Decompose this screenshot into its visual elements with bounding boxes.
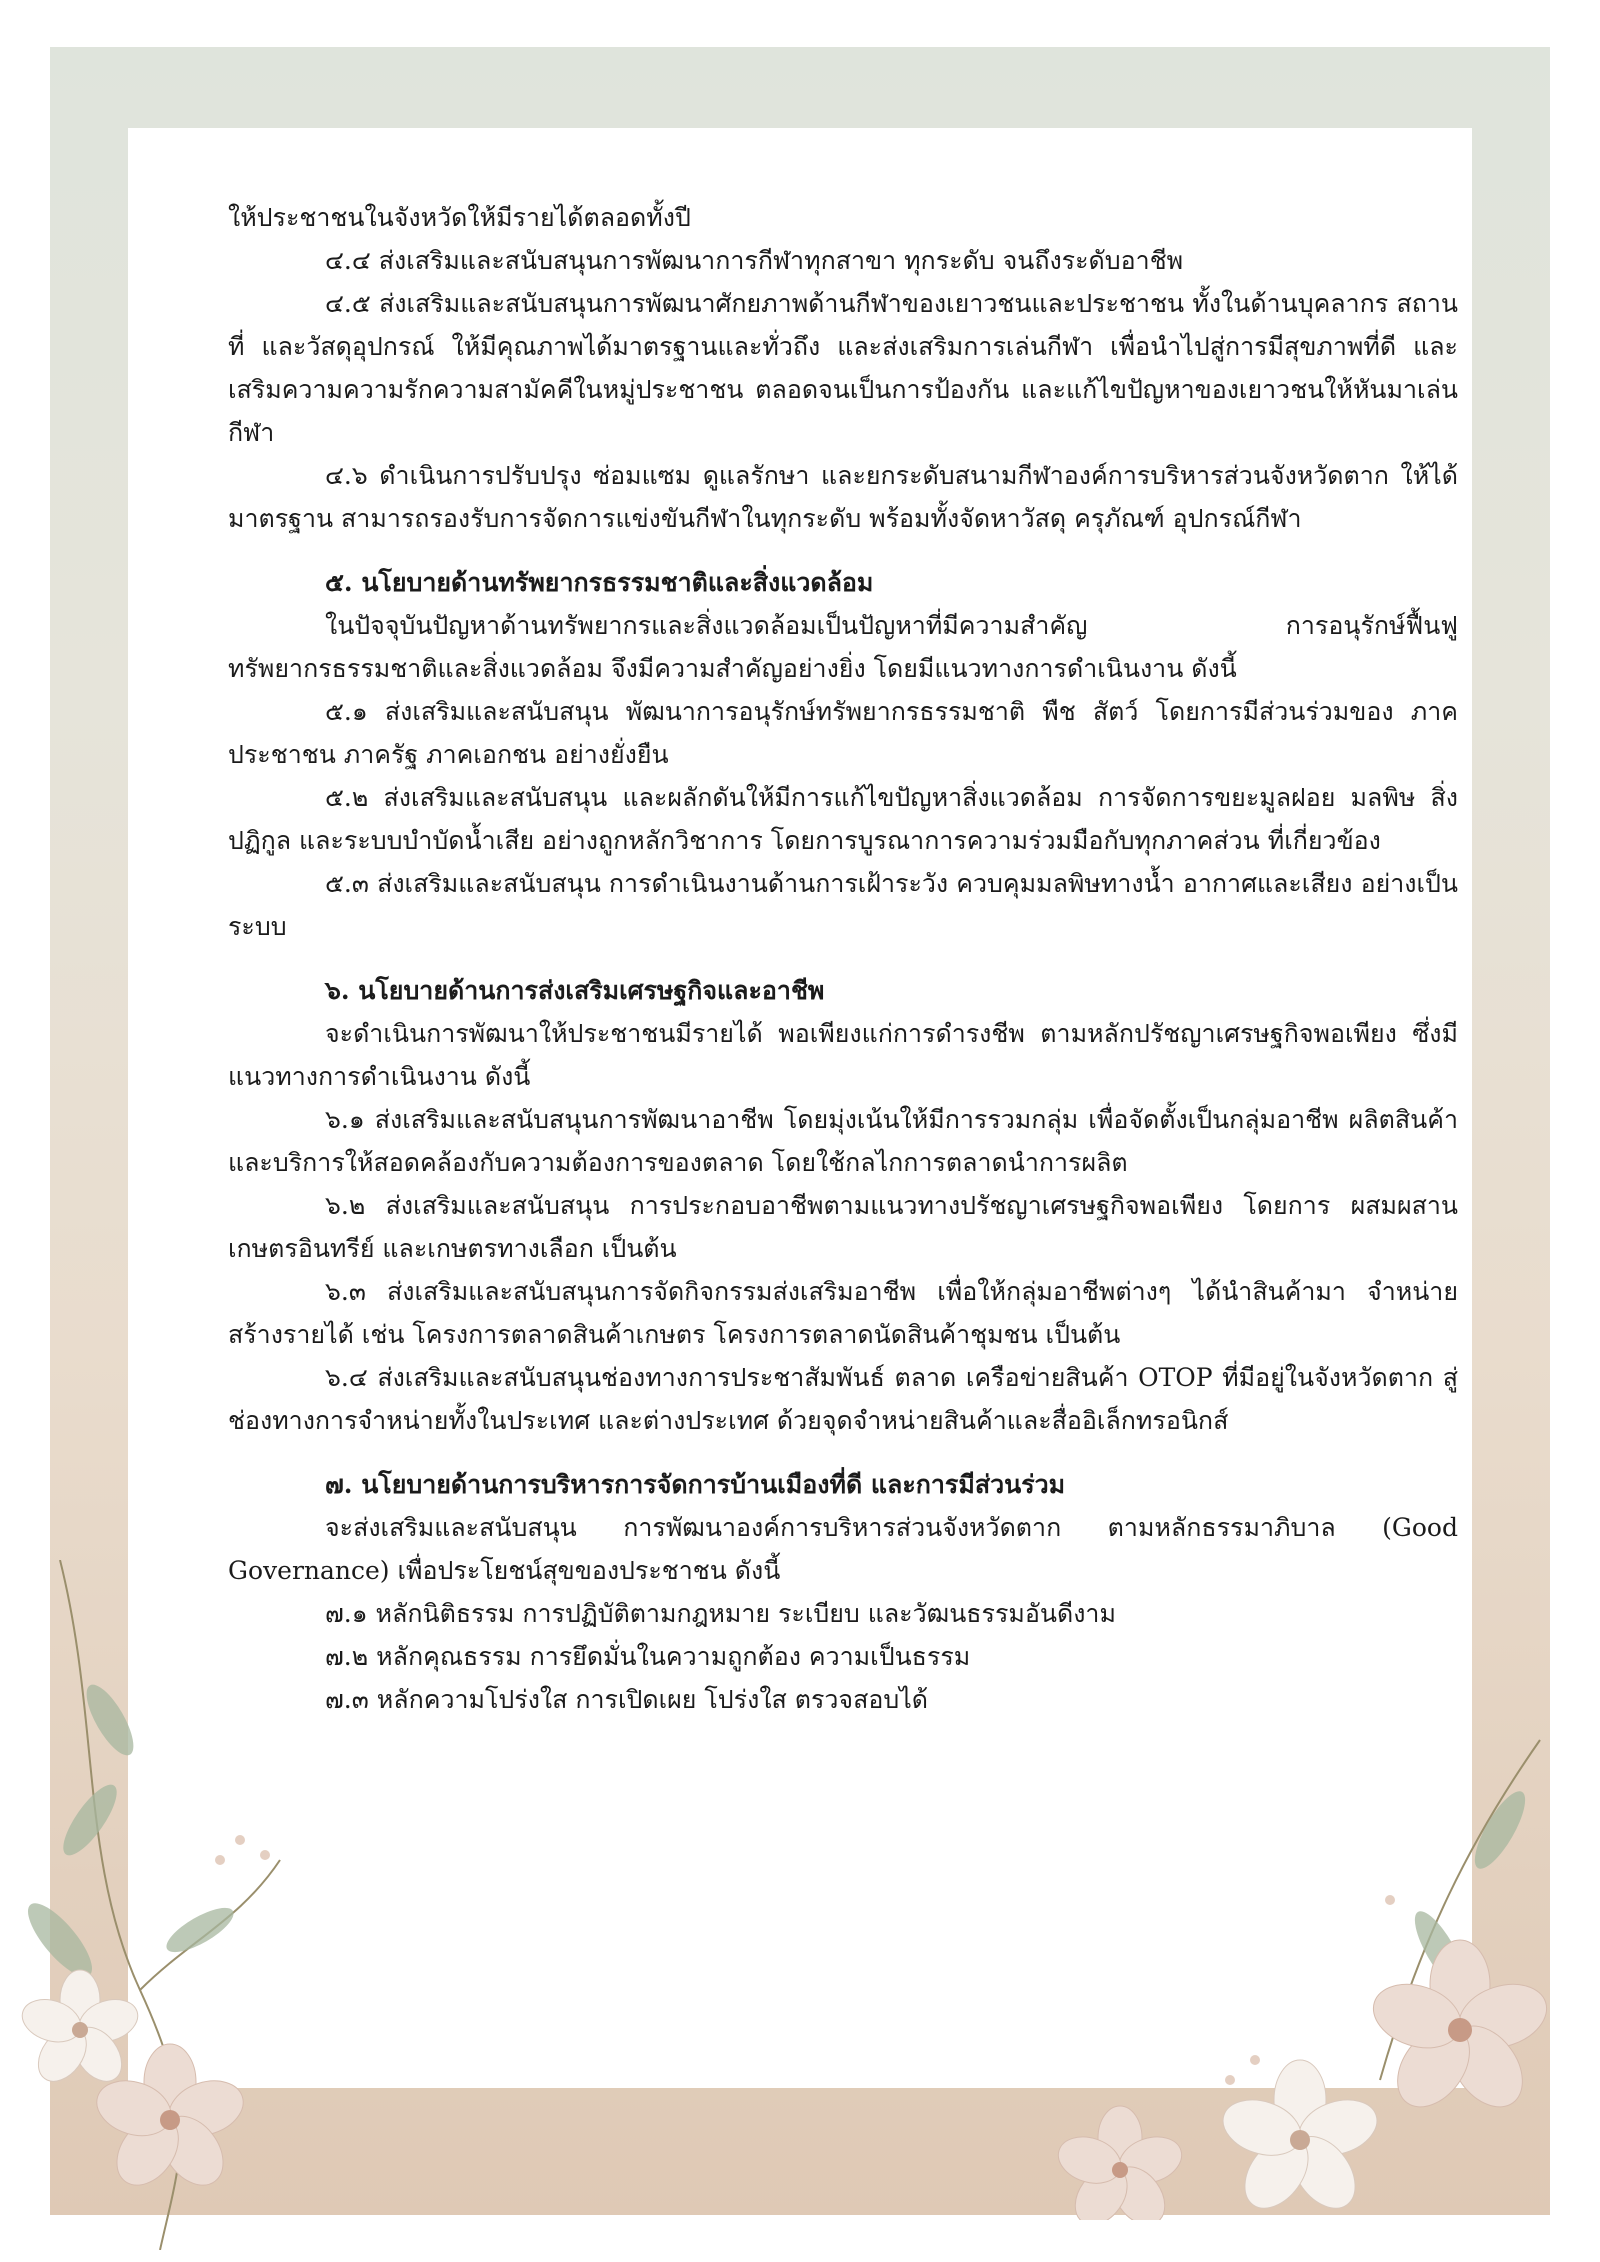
paragraph-4-5: ๔.๕ ส่งเสริมและสนับสนุนการพัฒนาศักยภาพด้านกีฬาของเยาวชนและประชาชน ทั้งในด้านบุคลากร สถานที่ และวัสดุอุปกรณ์ ให้มีคุณภาพได้มาตรฐานและทั่วถึง และส่งเสริมการเล่นกีฬา เพื่อนำไปสู่การมีสุขภาพที่ดี และเสริมความความรักความสามัคคีในหมู่ประชาชน ตลอดจนเป็นการป้องกัน และแก้ไขปัญหาของเยาวชนให้หันมาเล่นกีฬา: [228, 289, 1458, 447]
paragraph-6-3: ๖.๓ ส่งเสริมและสนับสนุนการจัดกิจกรรมส่งเสริมอาชีพ เพื่อให้กลุ่มอาชีพต่างๆ ได้นำสินค้ามา จำหน่ายสร้างรายได้ เช่น โครงการตลาดสินค้าเกษตร โครงการตลาดนัดสินค้าชุมชน เป็นต้น: [228, 1277, 1458, 1349]
paragraph-5-3: ๕.๓ ส่งเสริมและสนับสนุน การดำเนินงานด้านการเฝ้าระวัง ควบคุมมลพิษทางน้ำ อากาศและเสียง อย่างเป็นระบบ: [228, 869, 1458, 941]
paragraph-7-intro: จะส่งเสริมและสนับสนุน การพัฒนาองค์การบริหารส่วนจังหวัดตาก ตามหลักธรรมาภิบาล (Good Governance) เพื่อประโยชน์สุขของประชาชน ดังนี้: [228, 1513, 1458, 1585]
paragraph-7-2: ๗.๒ หลักคุณธรรม การยึดมั่นในความถูกต้อง ความเป็นธรรม: [325, 1642, 971, 1671]
paragraph-4-6: ๔.๖ ดำเนินการปรับปรุง ซ่อมแซม ดูแลรักษา และยกระดับสนามกีฬาองค์การบริหารส่วนจังหวัดตาก ให้ได้มาตรฐาน สามารถรองรับการจัดการแข่งขันกีฬาในทุกระดับ พร้อมทั้งจัดหาวัสดุ ครุภัณฑ์ อุปกรณ์กีฬา: [228, 461, 1458, 533]
paragraph-7-3: ๗.๓ หลักความโปร่งใส การเปิดเผย โปร่งใส ตรวจสอบได้: [325, 1685, 929, 1714]
section-heading-6: ๖. นโยบายด้านการส่งเสริมเศรษฐกิจและอาชีพ: [325, 976, 825, 1005]
paragraph-6-intro: จะดำเนินการพัฒนาให้ประชาชนมีรายได้ พอเพียงแก่การดำรงชีพ ตามหลักปรัชญาเศรษฐกิจพอเพียง ซึ่งมีแนวทางการดำเนินงาน ดังนี้: [228, 1019, 1458, 1091]
paragraph-6-2: ๖.๒ ส่งเสริมและสนับสนุน การประกอบอาชีพตามแนวทางปรัชญาเศรษฐกิจพอเพียง โดยการ ผสมผสานเกษตรอินทรีย์ และเกษตรทางเลือก เป็นต้น: [228, 1191, 1458, 1263]
paragraph-7-1: ๗.๑ หลักนิติธรรม การปฏิบัติตามกฎหมาย ระเบียบ และวัฒนธรรมอันดีงาม: [325, 1599, 1116, 1628]
paragraph-5-2: ๕.๒ ส่งเสริมและสนับสนุน และผลักดันให้มีการแก้ไขปัญหาสิ่งแวดล้อม การจัดการขยะมูลฝอย มลพิษ สิ่งปฏิกูล และระบบบำบัดน้ำเสีย อย่างถูกหลักวิชาการ โดยการบูรณาการความร่วมมือกับทุกภาคส่วน ที่เกี่ยวข้อง: [228, 783, 1458, 855]
paragraph-5-1: ๕.๑ ส่งเสริมและสนับสนุน พัฒนาการอนุรักษ์ทรัพยากรธรรมชาติ พืช สัตว์ โดยการมีส่วนร่วมของ ภาคประชาชน ภาครัฐ ภาคเอกชน อย่างยั่งยืน: [228, 697, 1458, 769]
document-body: [228, 196, 1458, 1721]
paragraph-6-1: ๖.๑ ส่งเสริมและสนับสนุนการพัฒนาอาชีพ โดยมุ่งเน้นให้มีการรวมกลุ่ม เพื่อจัดตั้งเป็นกลุ่มอาชีพ ผลิตสินค้าและบริการให้สอดคล้องกับความต้องการของตลาด โดยใช้กลไกการตลาดนำการผลิต: [228, 1105, 1458, 1177]
paragraph-6-4: ๖.๔ ส่งเสริมและสนับสนุนช่องทางการประชาสัมพันธ์ ตลาด เครือข่ายสินค้า OTOP ที่มีอยู่ในจังหวัดตาก สู่ช่องทางการจำหน่ายทั้งในประเทศ และต่างประเทศ ด้วยจุดจำหน่ายสินค้าและสื่ออิเล็กทรอนิกส์: [228, 1363, 1458, 1435]
paragraph-4-4: ๔.๔ ส่งเสริมและสนับสนุนการพัฒนาการกีฬาทุกสาขา ทุกระดับ จนถึงระดับอาชีพ: [325, 246, 1184, 275]
section-heading-5: ๕. นโยบายด้านทรัพยากรธรรมชาติและสิ่งแวดล้อม: [325, 568, 874, 597]
paragraph-continuation: ให้ประชาชนในจังหวัดให้มีรายได้ตลอดทั้งปี: [228, 203, 691, 232]
section-heading-7: ๗. นโยบายด้านการบริหารการจัดการบ้านเมืองที่ดี และการมีส่วนร่วม: [325, 1470, 1066, 1499]
paragraph-5-intro: ในปัจจุบันปัญหาด้านทรัพยากรและสิ่งแวดล้อมเป็นปัญหาที่มีความสำคัญ การอนุรักษ์ฟื้นฟู ทรัพยากรธรรมชาติและสิ่งแวดล้อม จึงมีความสำคัญอย่างยิ่ง โดยมีแนวทางการดำเนินงาน ดังนี้: [228, 611, 1458, 683]
